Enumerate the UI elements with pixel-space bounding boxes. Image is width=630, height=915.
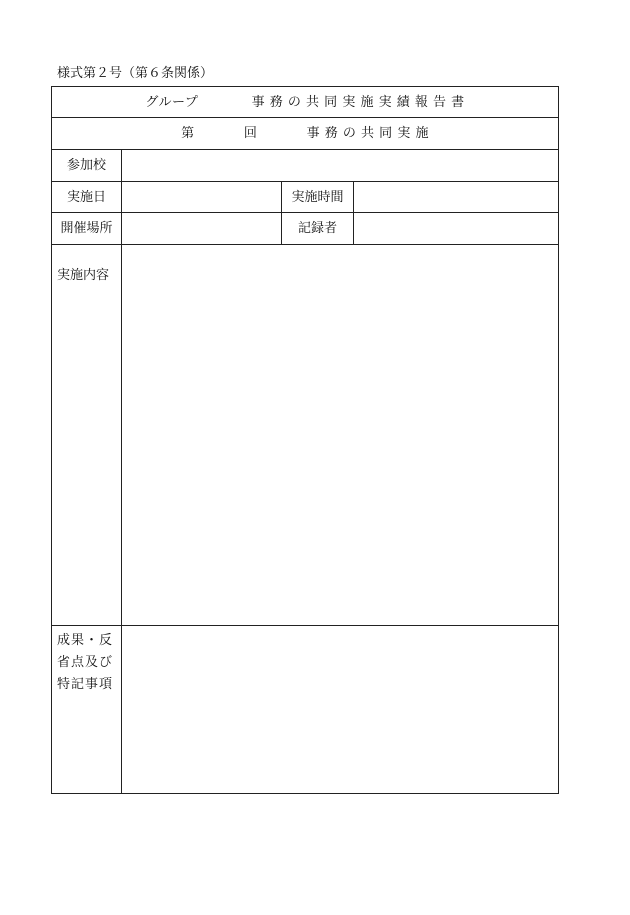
results-label-line-3: 特記事項: [57, 677, 114, 692]
participating-schools-field[interactable]: [122, 150, 559, 182]
content-field[interactable]: [122, 245, 559, 626]
session-title-cell: [52, 118, 559, 150]
group-label: グループ: [145, 94, 199, 110]
venue-label: 開催場所: [52, 213, 122, 245]
session-title: [181, 125, 429, 142]
title-row: [52, 87, 559, 118]
form-number-label: 様式第２号（第６条関係）: [57, 66, 214, 81]
report-title-text: 事 務 の 共 同 実 施 実 績 報 告 書: [251, 94, 465, 110]
results-field[interactable]: [122, 626, 559, 794]
results-label-line-1: 成果・反: [57, 633, 114, 648]
implementation-date-field[interactable]: [122, 182, 282, 213]
report-form-table: [51, 86, 559, 794]
venue-field[interactable]: [122, 213, 282, 245]
implementation-time-field[interactable]: [354, 182, 559, 213]
session-suffix: 回: [243, 126, 258, 141]
recorder-label: 記録者: [282, 213, 354, 245]
content-row: [52, 245, 559, 626]
implementation-date-label: 実施日: [52, 182, 122, 213]
participating-schools-row: [52, 150, 559, 182]
date-time-row: [52, 182, 559, 213]
participating-schools-label: 参加校: [52, 150, 122, 182]
report-title: [145, 94, 464, 111]
session-subject: 事 務 の 共 同 実 施: [306, 126, 429, 141]
session-row: [52, 118, 559, 150]
venue-recorder-row: [52, 213, 559, 245]
report-title-cell: [52, 87, 559, 118]
session-prefix: 第: [181, 126, 195, 141]
content-label: 実施内容: [52, 245, 122, 626]
recorder-field[interactable]: [354, 213, 559, 245]
results-label-line-2: 省点及び: [57, 655, 114, 670]
implementation-time-label: 実施時間: [282, 182, 354, 213]
results-row: [52, 626, 559, 794]
results-label: [52, 626, 122, 794]
